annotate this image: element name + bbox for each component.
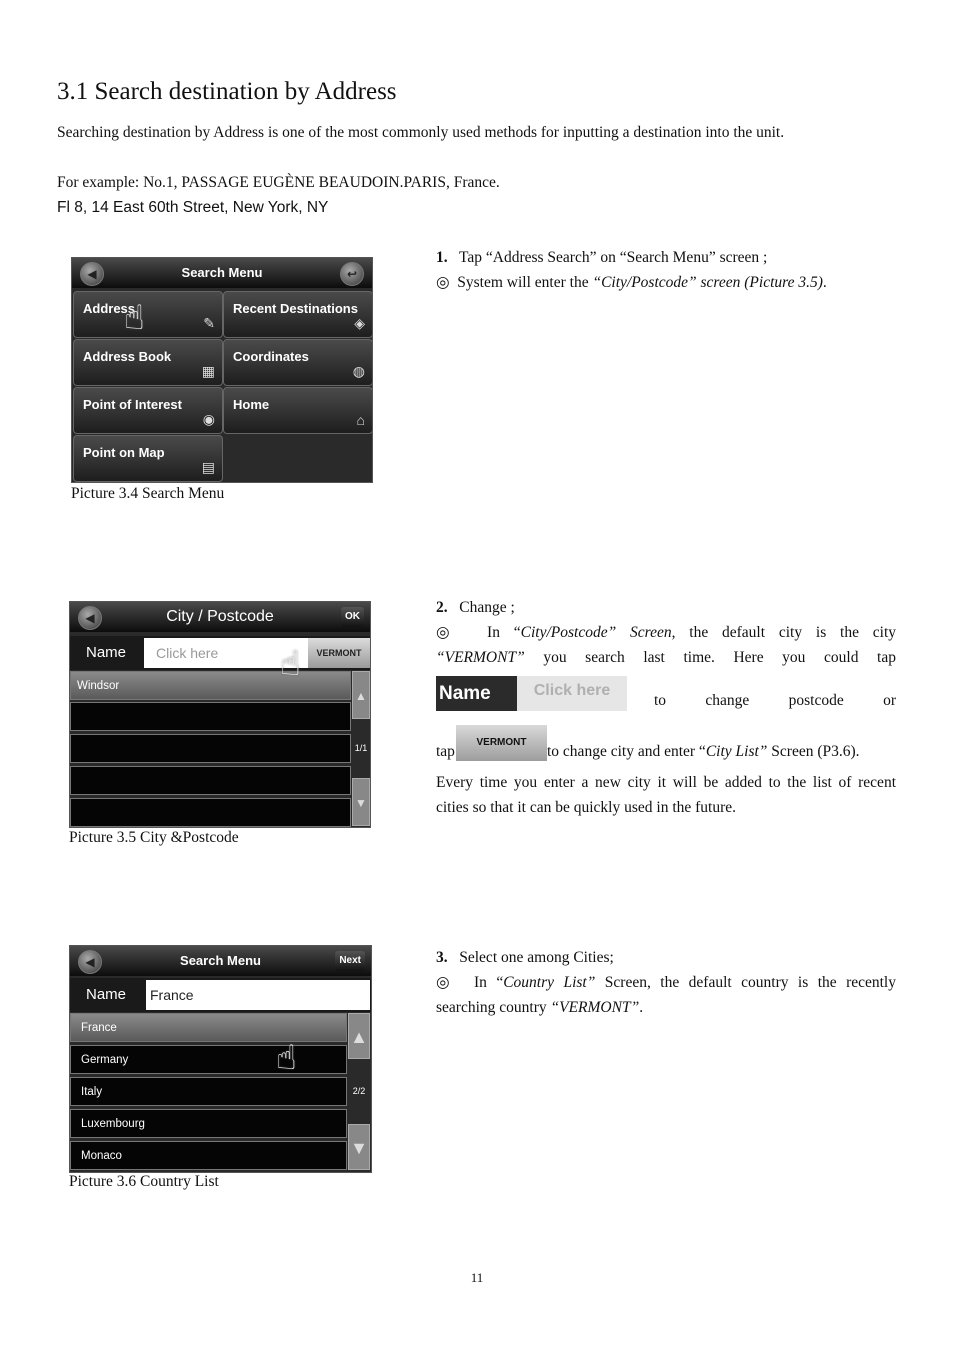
caption-3-5: Picture 3.5 City &Postcode (69, 829, 239, 846)
country-input[interactable]: France (146, 980, 370, 1010)
screen-title: City / Postcode (166, 608, 274, 625)
back-icon[interactable]: ◀ (80, 262, 104, 286)
menu-item-recent-destinations[interactable]: Recent Destinations ◈ (223, 291, 373, 338)
step-2-line-3: to change postcode or (654, 692, 896, 709)
menu-item-point-on-map[interactable]: Point on Map ▤ (73, 435, 223, 482)
inline-vermont-button-image: VERMONT (456, 725, 547, 761)
list-item-empty[interactable] (70, 702, 351, 731)
list-item-empty[interactable] (70, 734, 351, 763)
next-button[interactable]: Next (335, 951, 365, 971)
list-item[interactable]: Windsor (70, 671, 351, 700)
intro-text: Searching destination by Address is one of the most commonly used methods for inputting a destination into the unit. (57, 124, 785, 141)
list-item[interactable]: Monaco (70, 1141, 347, 1170)
city-postcode-screen (69, 601, 371, 828)
step-2-tail: Every time you enter a new city it will be added to the list of recent cities so that it can be quickly used in the future. (436, 774, 896, 816)
caption-3-6: Picture 3.6 Country List (69, 1173, 219, 1190)
back-icon[interactable]: ◀ (78, 950, 102, 974)
bullet-icon: ◎ (436, 274, 450, 291)
bullet-icon: ◎ (436, 974, 456, 991)
pointing-hand-icon: ☝ (280, 645, 301, 683)
postcode-input[interactable]: Click here (144, 638, 308, 668)
inline-name-field-image: Name Click here (436, 676, 627, 711)
city-postcode-titlebar (70, 602, 370, 632)
recent-icon: ◈ (354, 315, 365, 331)
step-2-tap: tap (436, 743, 455, 760)
list-item[interactable]: France (70, 1013, 347, 1042)
section-title: 3.1 Search destination by Address (57, 78, 397, 105)
menu-item-address-book[interactable]: Address Book ▦ (73, 339, 223, 386)
name-bar (70, 978, 371, 1012)
search-menu-titlebar (72, 258, 372, 288)
step-1: 1. Tap “Address Search” on “Search Menu” screen ; ◎ System will enter the “City/Postcode” screen (Picture 3.5). (436, 249, 827, 291)
example-paris: For example: No.1, PASSAGE EUGÈNE BEAUDOIN.PARIS, France. (57, 174, 500, 191)
country-list-screen (69, 945, 372, 1173)
name-bar (70, 636, 370, 670)
ok-button[interactable]: OK (341, 607, 364, 627)
pointing-hand-icon: ☝ (124, 299, 145, 337)
menu-item-address[interactable]: Address ✎ (73, 291, 223, 338)
return-icon[interactable]: ↩ (340, 262, 364, 286)
book-icon: ▦ (201, 363, 215, 379)
search-menu-screen (71, 257, 373, 483)
caption-3-4: Picture 3.4 Search Menu (71, 485, 225, 502)
globe-icon: ◍ (352, 363, 365, 379)
scroll-down-button[interactable]: ▼ (352, 778, 370, 826)
home-icon: ⌂ (356, 412, 365, 428)
menu-item-point-of-interest[interactable]: Point of Interest ◉ (73, 387, 223, 434)
name-label: Name (85, 986, 126, 1003)
step-2: 2. Change ; ◎ In “City/Postcode” Screen, the default city is the city “VERMONT” you search last time. Here you could tap (436, 599, 896, 666)
page-indicator: 1/1 (354, 743, 368, 753)
example-newyork: Fl 8, 14 East 60th Street, New York, NY (57, 199, 329, 216)
scroll-up-button[interactable]: ▲ (348, 1013, 370, 1059)
name-label: Name (85, 644, 126, 661)
list-item-empty[interactable] (70, 766, 351, 795)
list-item[interactable]: Germany (70, 1045, 347, 1074)
screen-title: Search Menu (181, 265, 263, 280)
step-3: 3. Select one among Cities; ◎ In “Country List” Screen, the default country is the recently searching country “VERMONT”. (436, 949, 896, 1016)
screen-title: Search Menu (180, 953, 261, 968)
scroll-up-button[interactable]: ▲ (352, 671, 370, 719)
address-icon: ✎ (203, 315, 215, 331)
list-item[interactable]: Italy (70, 1077, 347, 1106)
list-item-empty[interactable] (70, 798, 351, 827)
scroll-down-button[interactable]: ▼ (348, 1124, 370, 1170)
country-list-titlebar (70, 946, 371, 976)
city-button[interactable]: VERMONT (308, 638, 370, 668)
menu-item-coordinates[interactable]: Coordinates ◍ (223, 339, 373, 386)
back-icon[interactable]: ◀ (78, 606, 102, 630)
map-icon: ▤ (201, 459, 215, 475)
poi-icon: ◉ (202, 411, 215, 427)
page-indicator: 2/2 (352, 1086, 366, 1096)
bullet-icon: ◎ (436, 624, 460, 641)
page-number: 11 (470, 1270, 484, 1285)
list-item[interactable]: Luxembourg (70, 1109, 347, 1138)
pointing-hand-icon: ☝ (276, 1039, 297, 1077)
step-2-line-4: to change city and enter “City List” Screen (P3.6). (547, 743, 860, 760)
menu-item-home[interactable]: Home ⌂ (223, 387, 373, 434)
